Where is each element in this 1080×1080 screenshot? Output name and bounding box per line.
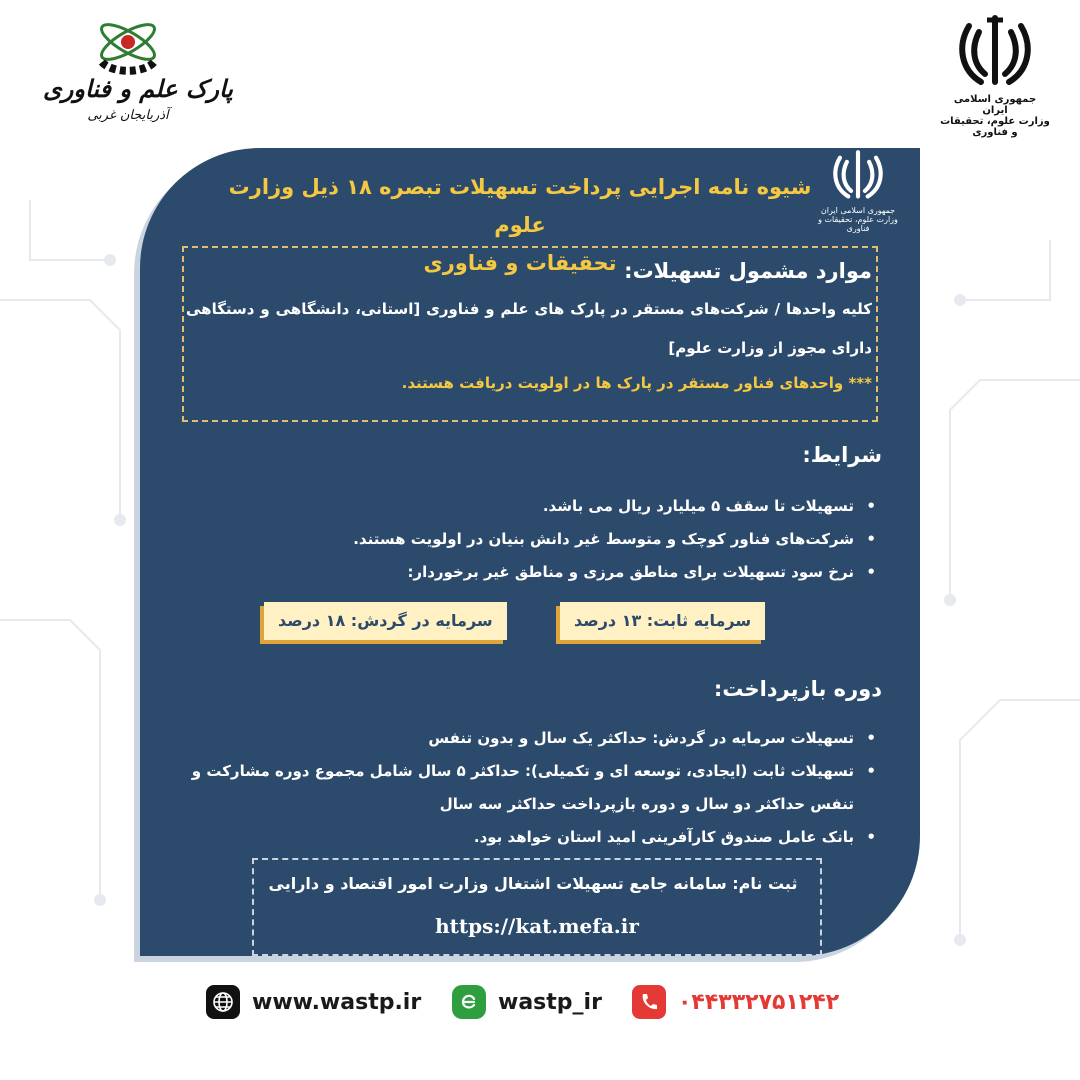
registration-box	[252, 858, 822, 956]
title-line2: تحقیقات و فناوری	[423, 251, 617, 275]
repayment-section	[162, 672, 882, 854]
footer-phone[interactable]	[632, 985, 839, 1019]
park-logo-line1: پارک علم و فناوری	[43, 74, 233, 103]
list-item: • نرخ سود تسهیلات برای مناطق مرزی و مناطق غیر برخوردار:	[182, 556, 882, 589]
website-text: www.wastp.ir	[252, 989, 422, 1015]
ministry-logo	[940, 12, 1050, 138]
covered-heading: موارد مشمول تسهیلات:	[624, 259, 872, 283]
covered-body: کلیه واحدها / شرکت‌های مستقر در پارک های علم و فناوری [استانی، دانشگاهی و دستگاهی دارای مجوز از وزارت علوم]	[186, 300, 872, 357]
covered-box	[182, 246, 878, 422]
list-item: • شرکت‌های فناور کوچک و متوسط غیر دانش بنیان در اولویت هستند.	[182, 523, 882, 556]
panel-emblem	[818, 148, 898, 233]
repayment-heading: دوره بازپرداخت:	[713, 677, 882, 701]
working-capital-rate: سرمایه در گردش: ۱۸ درصد	[264, 602, 507, 640]
iran-emblem-icon	[955, 12, 1035, 90]
park-logo-line2: آذربایجان غربی	[87, 108, 169, 123]
ministry-logo-line1: جمهوری اسلامی ایران	[953, 94, 1037, 116]
ministry-logo-line2: وزارت علوم، تحقیقات و فناوری	[940, 116, 1050, 138]
conditions-list	[182, 490, 882, 589]
conditions-heading: شرایط:	[802, 443, 882, 467]
list-item: • تسهیلات تا سقف ۵ میلیارد ریال می باشد.	[182, 490, 882, 523]
eitaa-icon	[452, 985, 486, 1019]
info-panel	[140, 148, 920, 956]
footer-social[interactable]	[452, 985, 602, 1019]
registration-label: ثبت نام: سامانه جامع تسهیلات اشتغال وزارت امور اقتصاد و دارایی	[268, 874, 798, 893]
phone-text: ۰۴۴۳۳۲۷۵۱۲۴۲	[678, 989, 840, 1015]
footer-website[interactable]	[206, 985, 421, 1019]
list-item: • تسهیلات ثابت (ایجادی، توسعه ای و تکمیلی): حداکثر ۵ سال شامل مجموع دوره مشارکت و تنفس حداکثر دو سال و دوره بازپرداخت حداکثر سه سال	[162, 755, 882, 821]
list-item: • بانک عامل صندوق کارآفرینی امید استان خواهد بود.	[162, 821, 882, 854]
conditions-section	[182, 438, 882, 589]
repayment-list	[162, 722, 882, 854]
globe-icon	[206, 985, 240, 1019]
panel-emblem-line2: وزارت علوم، تحقیقات و فناوری	[818, 215, 898, 233]
panel-emblem-line1: جمهوری اسلامی ایران	[820, 206, 896, 215]
registration-url[interactable]: https://kat.mefa.ir	[435, 914, 639, 938]
fixed-capital-rate: سرمایه ثابت: ۱۳ درصد	[560, 602, 765, 640]
social-text: wastp_ir	[498, 989, 602, 1015]
title-line1: شیوه نامه اجرایی پرداخت تسهیلات تبصره ۱۸ ذیل وزارت علوم	[228, 175, 812, 237]
iran-emblem-icon	[830, 148, 886, 202]
park-logo	[28, 12, 248, 132]
phone-icon	[632, 985, 666, 1019]
footer	[0, 985, 1080, 1025]
covered-note: *** واحدهای فناور مستقر در پارک ها در اولویت دریافت هستند.	[401, 374, 872, 392]
list-item: • تسهیلات سرمایه در گردش: حداکثر یک سال و بدون تنفس	[162, 722, 882, 755]
